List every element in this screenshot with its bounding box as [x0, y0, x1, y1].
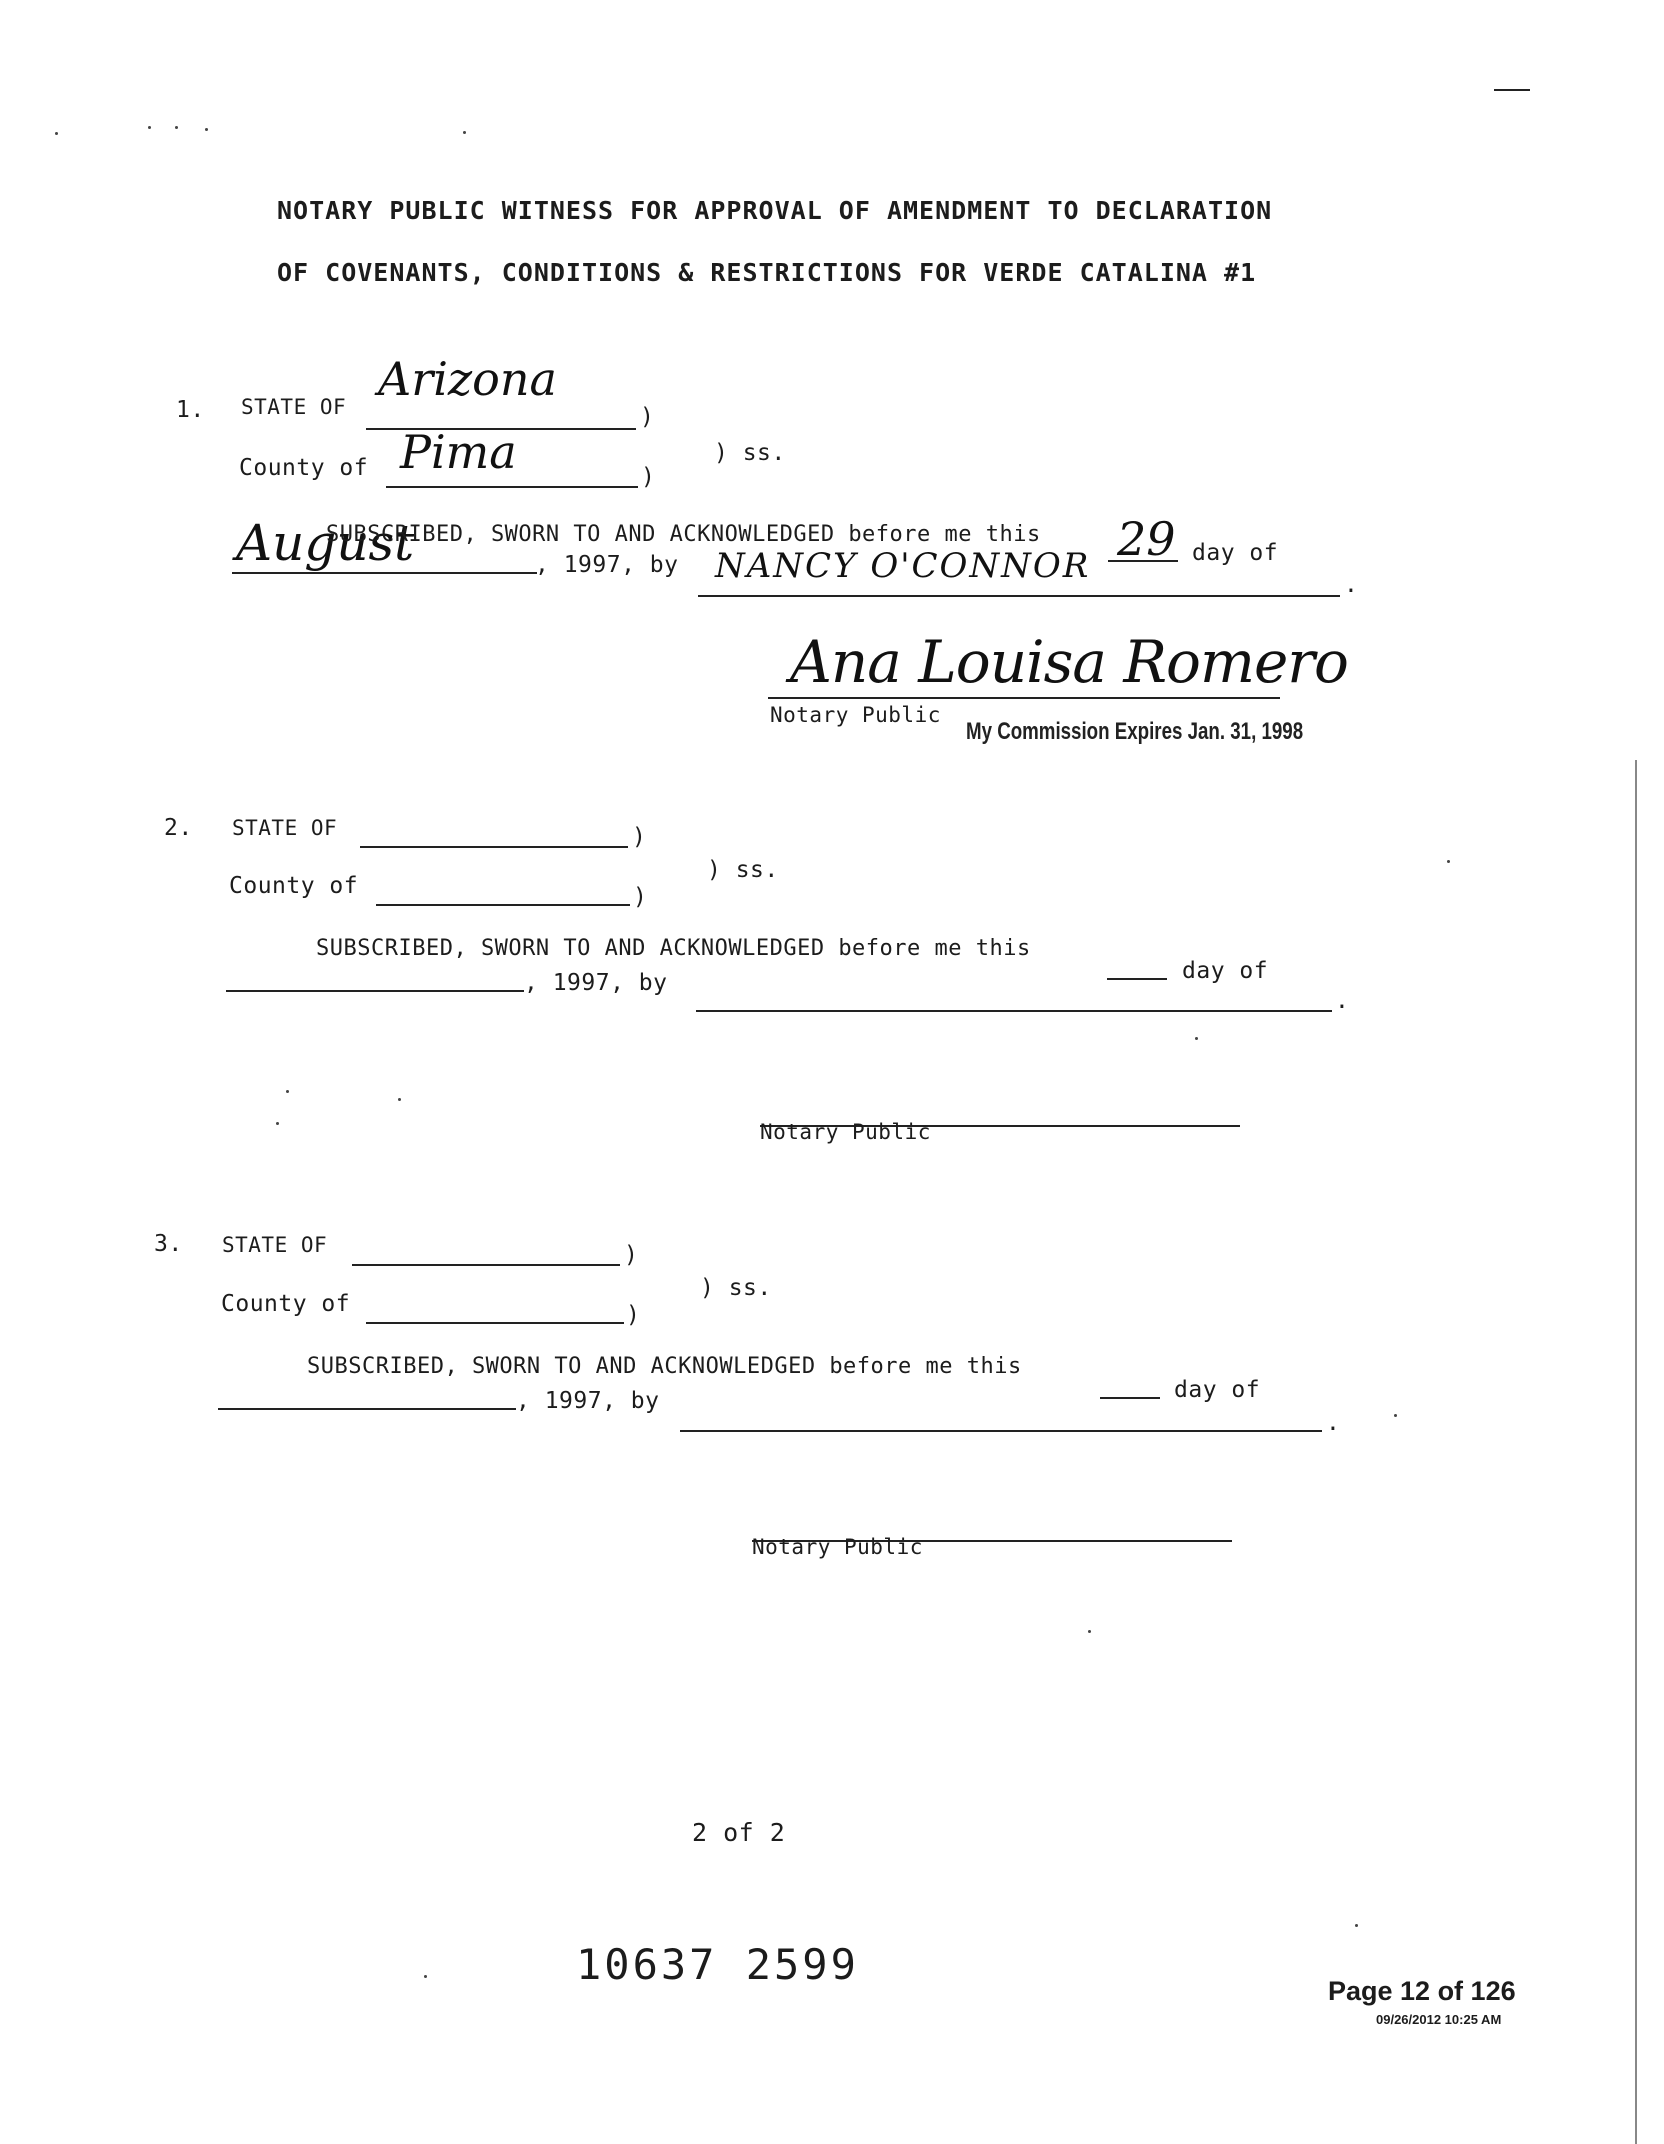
month-line: [226, 990, 524, 992]
scan-speck: [1088, 1630, 1091, 1633]
notary-signature: Ana Louisa Romero: [790, 628, 1348, 696]
month-line: [218, 1408, 516, 1410]
scan-speck: [286, 1090, 289, 1093]
county-label: County of: [221, 1291, 351, 1317]
day-of-label: day of: [1174, 1377, 1261, 1403]
page-of-label: 2 of 2: [692, 1818, 786, 1847]
period: .: [1344, 572, 1359, 598]
scan-speck: [424, 1975, 427, 1978]
scan-edge: [1635, 760, 1637, 2144]
county-line: [366, 1322, 624, 1324]
scan-speck: [175, 126, 178, 129]
by-value: NANCY O'CONNOR: [715, 546, 1091, 586]
bracket: ): [626, 1302, 641, 1328]
sworn-text: SUBSCRIBED, SWORN TO AND ACKNOWLEDGED before me this: [326, 522, 1041, 547]
notary-public-label: Notary Public: [770, 703, 941, 727]
record-number: 10637 2599: [576, 1940, 859, 1989]
by-line: [696, 1010, 1332, 1012]
county-line: [376, 904, 630, 906]
section-number: 1.: [176, 397, 205, 423]
month-value: August: [236, 514, 415, 572]
state-label: STATE OF: [222, 1233, 328, 1257]
county-label: County of: [229, 873, 359, 899]
state-label: STATE OF: [241, 395, 347, 419]
commission-stamp: My Commission Expires Jan. 31, 1998: [966, 718, 1304, 745]
scan-speck: [1355, 1924, 1358, 1927]
bracket: ): [633, 884, 648, 910]
county-value: Pima: [400, 425, 517, 479]
scan-speck: [148, 126, 151, 129]
sworn-text: SUBSCRIBED, SWORN TO AND ACKNOWLEDGED before me this: [316, 936, 1031, 961]
day-line: [1100, 1397, 1160, 1399]
scan-speck: [1394, 1414, 1397, 1417]
bracket: ): [632, 824, 647, 850]
period: .: [1335, 988, 1350, 1014]
notary-public-label: Notary Public: [752, 1535, 923, 1559]
month-line: [232, 572, 537, 574]
day-of-label: day of: [1182, 958, 1269, 984]
bracket: ): [641, 464, 656, 490]
day-of-label: day of: [1192, 540, 1279, 566]
scan-speck: [276, 1122, 279, 1125]
day-line: [1108, 560, 1178, 562]
ss-label: ) ss.: [707, 857, 779, 883]
state-line: [352, 1264, 620, 1266]
bracket: ): [640, 404, 655, 430]
day-value: 29: [1117, 512, 1176, 566]
notary-public-label: Notary Public: [760, 1120, 931, 1144]
bracket: ): [624, 1242, 639, 1268]
year-by-label: , 1997, by: [535, 552, 679, 578]
sworn-text: SUBSCRIBED, SWORN TO AND ACKNOWLEDGED before me this: [307, 1354, 1022, 1379]
page-info: Page 12 of 126: [1328, 1976, 1516, 2006]
scan-speck: [1195, 1037, 1198, 1040]
state-value: Arizona: [378, 352, 557, 406]
scan-speck: [463, 131, 466, 134]
year-by-label: , 1997, by: [524, 970, 668, 996]
ss-label: ) ss.: [714, 440, 786, 466]
title-line-2: OF COVENANTS, CONDITIONS & RESTRICTIONS FOR VERDE CATALINA #1: [277, 258, 1257, 287]
signature-line: [768, 697, 1280, 699]
by-line: [680, 1430, 1322, 1432]
by-line: [698, 595, 1340, 597]
section-number: 3.: [154, 1231, 183, 1257]
timestamp: 09/26/2012 10:25 AM: [1376, 2012, 1502, 2027]
county-line: [386, 486, 638, 488]
day-line: [1107, 978, 1167, 980]
title-line-1: NOTARY PUBLIC WITNESS FOR APPROVAL OF AMENDMENT TO DECLARATION: [277, 196, 1273, 225]
scan-speck: [205, 128, 208, 131]
scan-mark: [1494, 89, 1530, 91]
year-by-label: , 1997, by: [516, 1388, 660, 1414]
county-label: County of: [239, 455, 369, 481]
ss-label: ) ss.: [700, 1275, 772, 1301]
scan-speck: [55, 132, 58, 135]
period: .: [1326, 1410, 1341, 1436]
section-number: 2.: [164, 815, 193, 841]
scan-speck: [398, 1098, 401, 1101]
state-label: STATE OF: [232, 816, 338, 840]
scan-speck: [1447, 860, 1450, 863]
state-line: [360, 846, 628, 848]
